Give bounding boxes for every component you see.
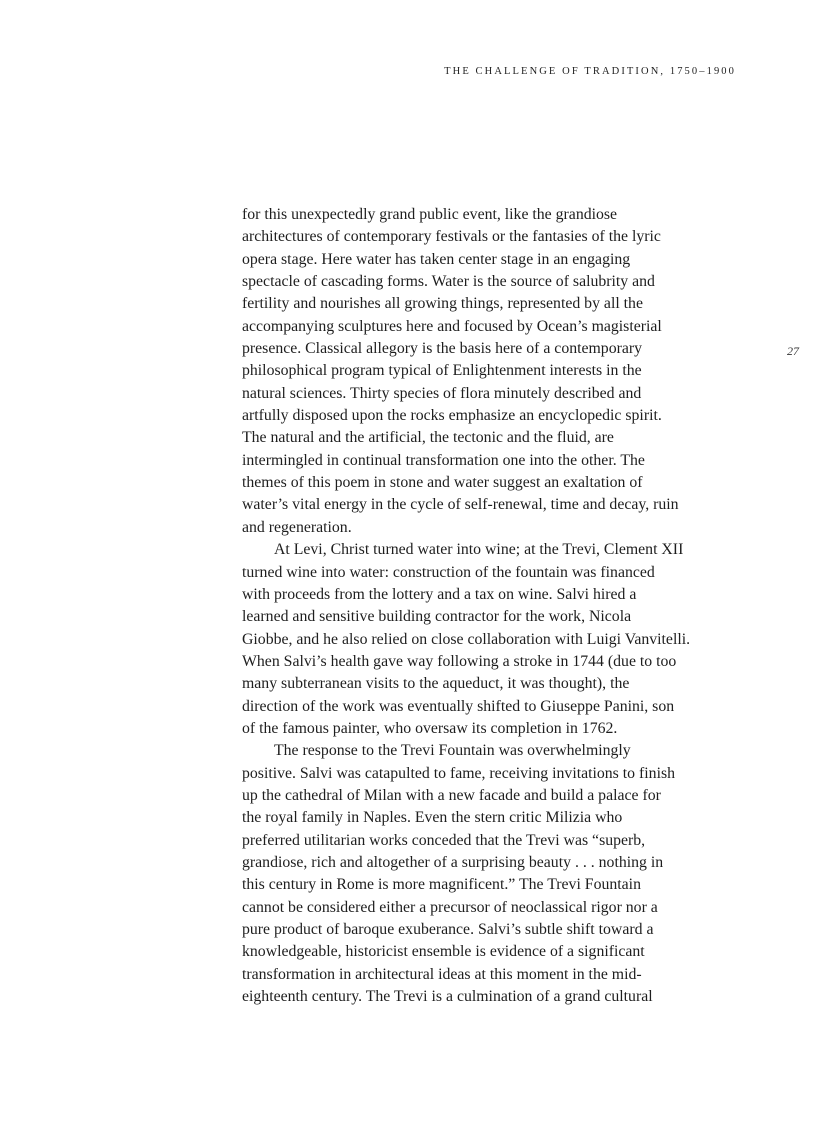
text-line: knowledgeable, historicist ensemble is evidence of a significant — [242, 943, 645, 961]
text-line: natural sciences. Thirty species of flora minutely described and — [242, 384, 642, 402]
paragraph — [242, 740, 742, 1008]
text-line: of the famous painter, who oversaw its completion in 1762. — [242, 719, 618, 737]
text-line: themes of this poem in stone and water suggest an exaltation of — [242, 474, 643, 492]
text-line: turned wine into water: construction of the fountain was financed — [242, 563, 655, 581]
text-line: many subterranean visits to the aqueduct, it was thought), the — [242, 675, 630, 693]
body-text — [242, 204, 742, 1008]
text-line: the royal family in Naples. Even the stern critic Milizia who — [242, 809, 623, 827]
text-line: cannot be considered either a precursor of neoclassical rigor nor a — [242, 898, 658, 916]
running-head: THE CHALLENGE OF TRADITION, 1750–1900 — [444, 66, 736, 77]
text-line: presence. Classical allegory is the basis here of a contemporary — [242, 340, 643, 358]
text-line: learned and sensitive building contractor for the work, Nicola — [242, 608, 632, 626]
text-line: pure product of baroque exuberance. Salvi’s subtle shift toward a — [242, 921, 654, 938]
text-line: with proceeds from the lottery and a tax on wine. Salvi hired a — [242, 585, 637, 603]
text-line: for this unexpectedly grand public event, like the grandiose — [242, 206, 618, 223]
text-line: transformation in architectural ideas at this moment in the mid- — [242, 965, 642, 983]
text-line: architectures of contemporary festivals or the fantasies of the lyric — [242, 228, 661, 246]
text-line: direction of the work was eventually shifted to Giuseppe Panini, son — [242, 697, 675, 715]
text-line: water’s vital energy in the cycle of self-renewal, time and decay, ruin — [242, 496, 679, 514]
text-line: At Levi, Christ turned water into wine; at the Trevi, Clement XII — [274, 541, 684, 559]
text-line: eighteenth century. The Trevi is a culmination of a grand cultural — [242, 988, 653, 1006]
text-line: spectacle of cascading forms. Water is the source of salubrity and — [242, 273, 655, 291]
text-line: opera stage. Here water has taken center stage in an engaging — [242, 250, 631, 268]
paragraph — [242, 539, 742, 740]
text-line: preferred utilitarian works conceded that the Trevi was “superb, — [242, 831, 646, 849]
text-line: grandiose, rich and altogether of a surprising beauty . . . nothing in — [242, 853, 664, 871]
text-line: up the cathedral of Milan with a new facade and build a palace for — [242, 786, 661, 804]
text-line: When Salvi’s health gave way following a stroke in 1744 (due to too — [242, 652, 677, 670]
text-line: positive. Salvi was catapulted to fame, receiving invitations to finish — [242, 764, 676, 782]
text-line: accompanying sculptures here and focused by Ocean’s magisterial — [242, 317, 662, 335]
text-line: philosophical program typical of Enlightenment interests in the — [242, 362, 642, 380]
text-line: artfully disposed upon the rocks emphasize an encyclopedic spirit. — [242, 407, 662, 425]
paragraph — [242, 204, 742, 539]
text-line: fertility and nourishes all growing things, represented by all the — [242, 295, 643, 313]
page-number: 27 — [787, 344, 799, 358]
text-line: Giobbe, and he also relied on close collaboration with Luigi Vanvitelli. — [242, 630, 691, 648]
text-line: The response to the Trevi Fountain was overwhelmingly — [274, 742, 631, 760]
text-line: intermingled in continual transformation one into the other. The — [242, 451, 645, 469]
text-line: and regeneration. — [242, 518, 352, 536]
text-line: this century in Rome is more magnificent.” The Trevi Fountain — [242, 876, 641, 894]
text-line: The natural and the artificial, the tectonic and the fluid, are — [242, 429, 614, 447]
